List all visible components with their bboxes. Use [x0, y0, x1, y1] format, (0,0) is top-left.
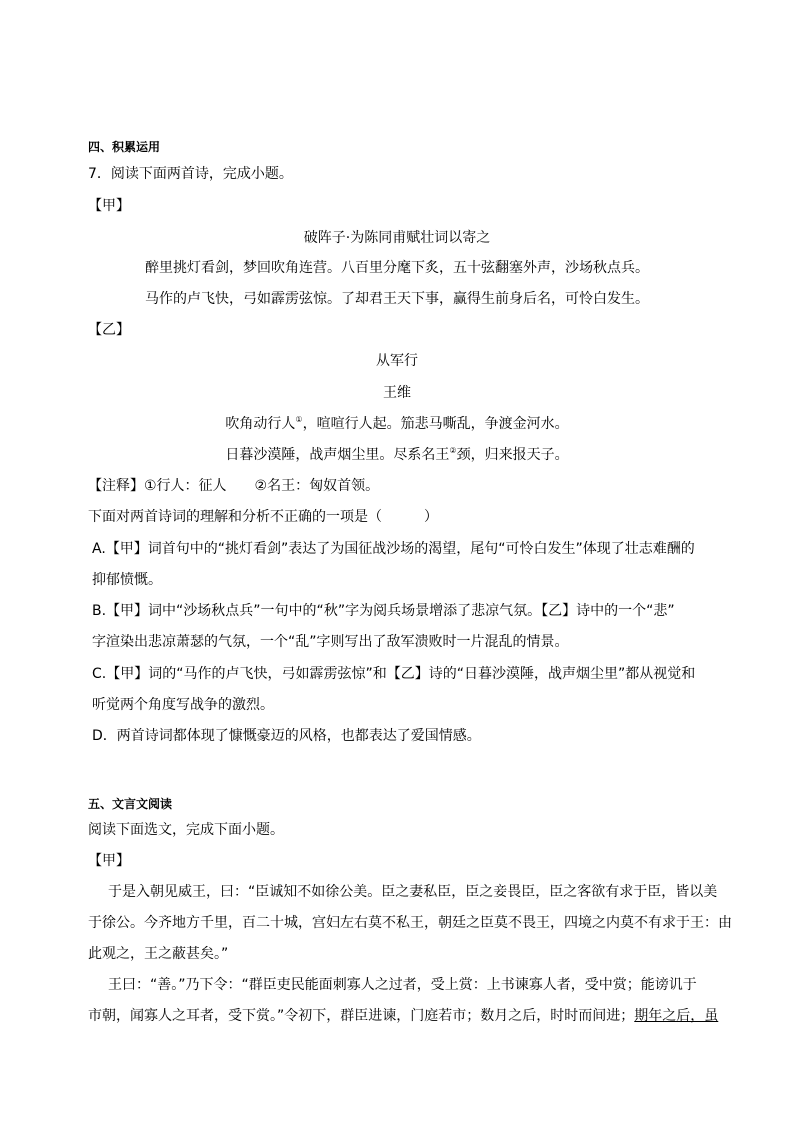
underlined-phrase: 期年之后，虽 [634, 1008, 719, 1024]
label-jia-2: 【甲】 [88, 853, 130, 869]
footnote-mark-1: ① [295, 415, 303, 424]
poem2-line1: 吹角动行人①，喧喧行人起。笳悲马嘶乱，争渡金河水。 [225, 415, 569, 432]
section-5-heading: 五、文言文阅读 [88, 797, 173, 811]
label-yi: 【乙】 [88, 322, 130, 338]
passage-p1-line2: 于徐公。今齐地方千里，百二十城，宫妇左右莫不私王，朝廷之臣莫不畏王，四境之内莫不有求于王：由 [88, 915, 732, 931]
option-b-line1: B.【甲】词中“沙场秋点兵”一句中的“秋”字为阅兵场景增添了悲凉气氛。【乙】诗中的一个“悲” [92, 603, 675, 619]
section-5-instruction: 阅读下面选文，完成下面小题。 [88, 822, 284, 838]
notes: 【注释】①行人：征人 ②名王：匈奴首领。 [88, 478, 380, 494]
option-a-line2: 抑郁愤慨。 [92, 572, 162, 588]
poem1-title: 破阵子·为陈同甫赋壮词以寄之 [303, 230, 491, 246]
question-7: 7．阅读下面两首诗，完成小题。 [88, 166, 293, 182]
option-c-line2: 听觉两个角度写战争的激烈。 [92, 697, 274, 713]
label-jia: 【甲】 [88, 198, 130, 214]
footnote-mark-2: ② [449, 446, 457, 455]
passage-p2-line2: 市朝，闻寡人之耳者，受下赏。”令初下，群臣进谏，门庭若市；数月之后，时时而间进；期年之后，虽 [88, 1008, 719, 1024]
question-prompt: 下面对两首诗词的理解和分析不正确的一项是（ ） [88, 509, 438, 525]
passage-p2-line1: 王曰：“善。”乃下令：“群臣吏民能面刺寡人之过者，受上赏：上书谏寡人者，受中赏；能谤讥于 [108, 977, 697, 993]
poem2-line2: 日暮沙漠陲，战声烟尘里。尽系名王②颈，归来报天子。 [225, 446, 569, 463]
poem2-title: 从军行 [376, 353, 418, 369]
section-4-heading: 四、积累运用 [88, 140, 161, 154]
passage-p1-line3: 此观之，王之蔽甚矣。” [88, 946, 229, 962]
passage-p1-line1: 于是入朝见威王，曰：“臣诚知不如徐公美。臣之妻私臣，臣之妾畏臣，臣之客欲有求于臣，皆以美 [108, 884, 718, 900]
poem1-line2: 马作的卢飞快，弓如霹雳弦惊。了却君王天下事，赢得生前身后名，可怜白发生。 [145, 291, 649, 307]
option-d: D．两首诗词都体现了慷慨豪迈的风格，也都表达了爱国情感。 [92, 728, 481, 744]
poem2-author: 王维 [383, 385, 411, 401]
option-a-line1: A.【甲】词首句中的“挑灯看剑”表达了为国征战沙场的渴望，尾句“可怜白发生”体现了壮志难酬的 [92, 541, 695, 557]
option-b-line2: 字渲染出悲凉萧瑟的气氛，一个“乱”字则写出了敌军溃败时一片混乱的情景。 [92, 634, 569, 650]
option-c-line1: C.【甲】词的“马作的卢飞快，弓如霹雳弦惊”和【乙】诗的“日暮沙漠陲，战声烟尘里”都从视觉和 [92, 666, 696, 682]
poem1-line1: 醉里挑灯看剑，梦回吹角连营。八百里分麾下炙，五十弦翻塞外声，沙场秋点兵。 [145, 260, 649, 276]
